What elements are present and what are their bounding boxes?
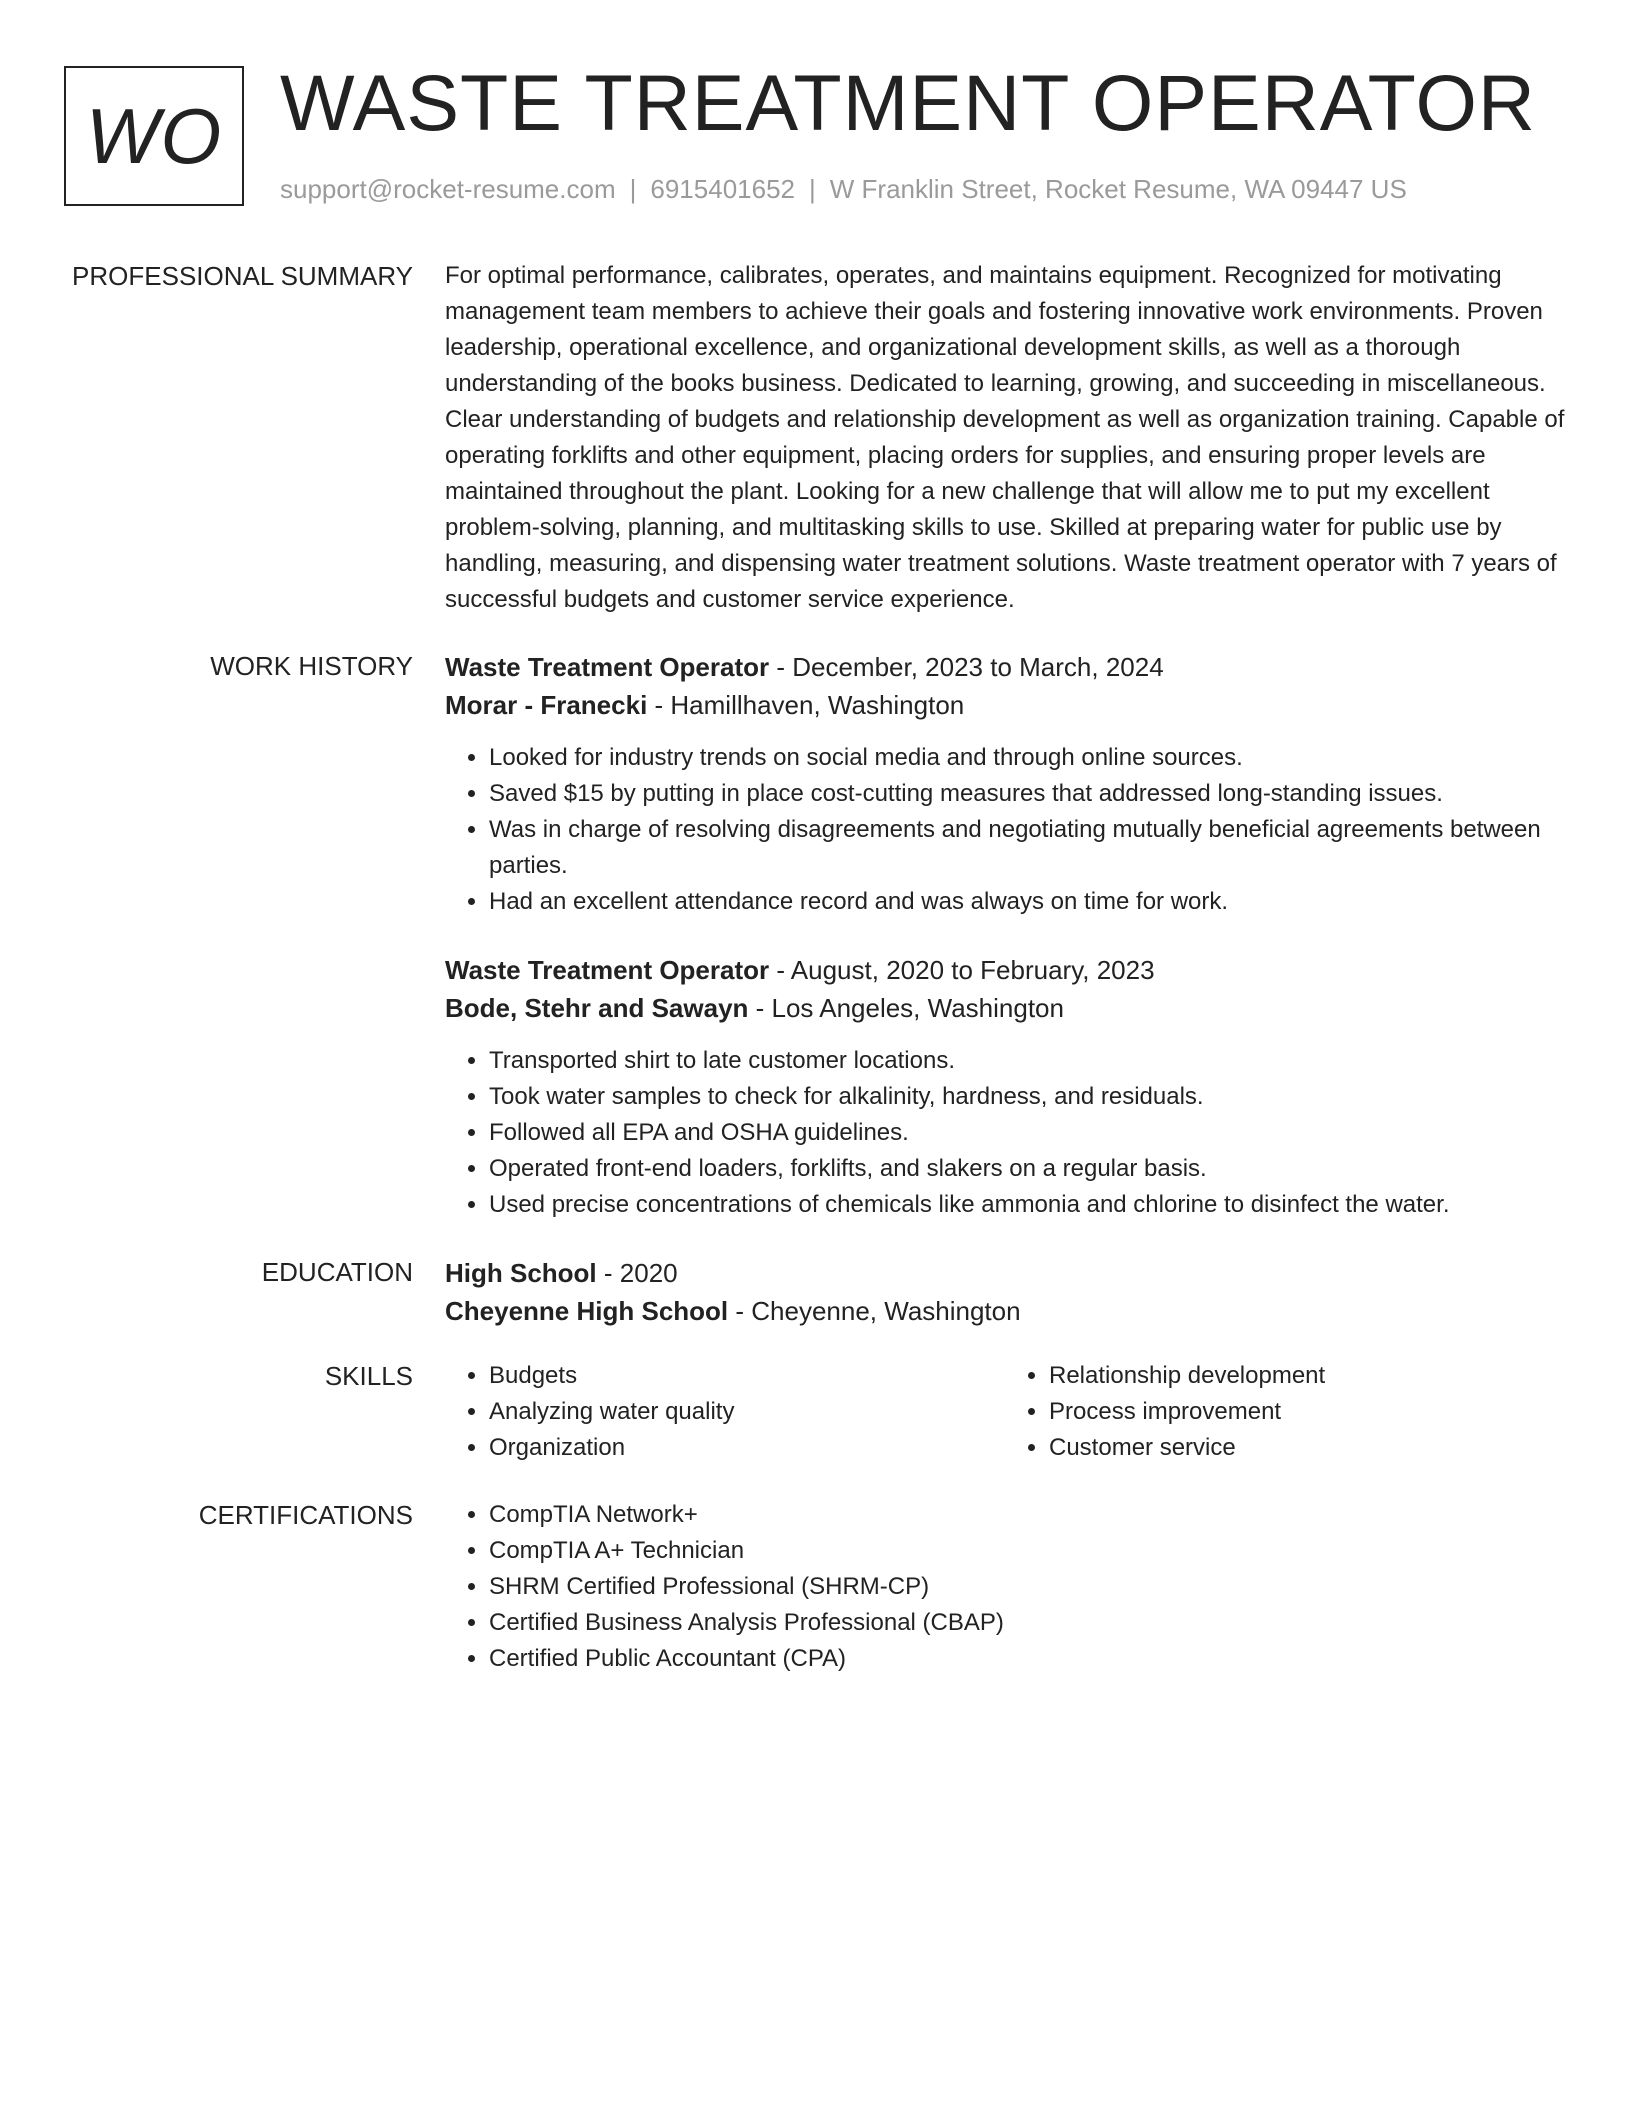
list-item: • Customer service (1049, 1430, 1565, 1466)
list-item: • Operated front-end loaders, forklifts, and slakers on a regular basis. (489, 1151, 1565, 1187)
job-location: - Los Angeles, Washington (748, 993, 1064, 1023)
job-title-line (445, 951, 1565, 989)
list-item: • Certified Public Accountant (CPA) (489, 1641, 1565, 1677)
job-title: Waste Treatment Operator (445, 955, 770, 985)
list-item: • Relationship development (1049, 1358, 1565, 1394)
list-item: • Saved $15 by putting in place cost-cutting measures that addressed long-standing issues. (489, 776, 1565, 812)
contact-email: support@rocket-resume.com (280, 174, 616, 204)
skills-label: SKILLS (324, 1361, 413, 1391)
contact-phone: 6915401652 (650, 174, 795, 204)
monogram-initials: WO (85, 91, 223, 180)
contact-address: W Franklin Street, Rocket Resume, WA 09447 US (829, 174, 1407, 204)
list-item: • Had an excellent attendance record and was always on time for work. (489, 884, 1565, 920)
list-item: • Looked for industry trends on social media and through online sources. (489, 740, 1565, 776)
list-item: • Transported shirt to late customer locations. (489, 1043, 1565, 1079)
list-item: • Organization (489, 1430, 1005, 1466)
skills-columns (445, 1358, 1565, 1466)
job-entry (445, 951, 1565, 1223)
contact-separator: | (809, 174, 816, 204)
education-degree: High School (445, 1258, 597, 1288)
skills-list-right (1005, 1358, 1565, 1466)
job-title: Waste Treatment Operator (445, 652, 770, 682)
job-title-line (445, 648, 1565, 686)
monogram-box (64, 66, 244, 206)
summary-label: PROFESSIONAL SUMMARY (72, 261, 413, 291)
job-entry (445, 648, 1565, 920)
list-item: • CompTIA A+ Technician (489, 1533, 1565, 1569)
certifications-label: CERTIFICATIONS (198, 1500, 413, 1530)
education-school: Cheyenne High School (445, 1296, 729, 1326)
education-label: EDUCATION (261, 1257, 413, 1287)
candidate-name: WASTE TREATMENT OPERATOR (280, 58, 1536, 147)
job-bullets (445, 1043, 1565, 1223)
job-bullets (445, 740, 1565, 920)
list-item: • Followed all EPA and OSHA guidelines. (489, 1115, 1565, 1151)
summary-text: For optimal performance, calibrates, operates, and maintains equipment. Recognized for motivating management team members to achieve their goals and fostering innovative work environments. Proven leadership, operational excellence, and organizational development skills, as well as a thorough understanding of the books business. Dedicated to learning, growing, and succeeding in miscellaneous. Clear understanding of budgets and relationship development as well as organization training. Capable of operating forklifts and other equipment, placing orders for supplies, and ensuring proper levels are maintained throughout the plant. Looking for a new challenge that will allow me to put my excellent problem-solving, planning, and multitasking skills to use. Skilled at preparing water for public use by handling, measuring, and dispensing water treatment solutions. Waste treatment operator with 7 years of successful budgets and customer service experience. (445, 262, 1565, 613)
job-dates: - August, 2020 to February, 2023 (769, 955, 1155, 985)
contact-line (280, 174, 1407, 205)
list-item: • Analyzing water quality (489, 1394, 1005, 1430)
skills-list-left (445, 1358, 1005, 1466)
education-degree-line (445, 1254, 1565, 1292)
list-item: • CompTIA Network+ (489, 1497, 1565, 1533)
job-dates: - December, 2023 to March, 2024 (769, 652, 1164, 682)
list-item: • Budgets (489, 1358, 1005, 1394)
list-item: • Used precise concentrations of chemicals like ammonia and chlorine to disinfect the water. (489, 1187, 1565, 1223)
list-item: • SHRM Certified Professional (SHRM-CP) (489, 1569, 1565, 1605)
job-location: - Hamillhaven, Washington (647, 690, 965, 720)
job-company-line (445, 989, 1565, 1027)
education-school-line (445, 1292, 1565, 1330)
contact-separator: | (629, 174, 637, 204)
list-item: • Was in charge of resolving disagreements and negotiating mutually beneficial agreements between parties. (489, 812, 1565, 884)
list-item: • Took water samples to check for alkalinity, hardness, and residuals. (489, 1079, 1565, 1115)
list-item: • Certified Business Analysis Professional (CBAP) (489, 1605, 1565, 1641)
job-company: Bode, Stehr and Sawayn (445, 993, 749, 1023)
education-location: - Cheyenne, Washington (728, 1296, 1021, 1326)
job-company: Morar - Franecki (445, 690, 648, 720)
job-company-line (445, 686, 1565, 724)
list-item: • Process improvement (1049, 1394, 1565, 1430)
certifications-list (445, 1497, 1565, 1677)
work-history-label: WORK HISTORY (210, 651, 413, 681)
education-year: - 2020 (596, 1258, 678, 1288)
